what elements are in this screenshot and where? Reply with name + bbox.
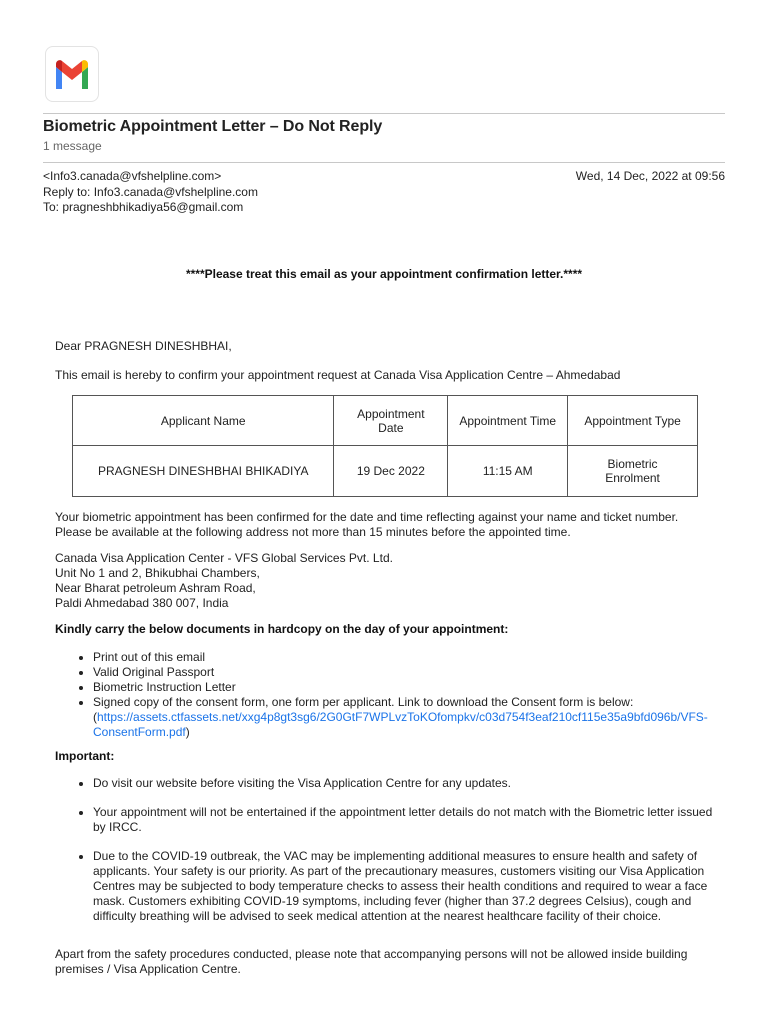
intro-text: This email is hereby to confirm your appointment request at Canada Visa Application Centre – Ahmedabad	[55, 368, 621, 382]
table-row	[73, 446, 698, 497]
list-item: • Your appointment will not be entertained if the appointment letter details do not match with the Biometric letter issued by IRCC.	[93, 805, 715, 835]
table-header-row	[73, 396, 698, 446]
consent-form-text: Signed copy of the consent form, one form per applicant. Link to download the Consent form is below:	[93, 695, 634, 709]
gmail-icon	[53, 59, 91, 89]
list-item: • Due to the COVID-19 outbreak, the VAC may be implementing additional measures to ensure health and safety of applicants. Your safety is our priority. As part of the precautionary measures, customers visiting our Visa Application Centres may be subjected to body temperature checks to assess their health conditions and required to wear a face mask. Customers exhibiting COVID-19 symptoms, including fever (higher than 37.2 degrees Celsius), cough and difficulty breathing will be advised to seek medical attention at the nearest healthcare facility of their choice.	[93, 849, 715, 924]
confirmation-notice: ****Please treat this email as your appointment confirmation letter.****	[185, 267, 583, 281]
list-item	[93, 695, 715, 740]
cell-appointment-type-text: Biometric Enrolment	[605, 457, 660, 485]
appointment-table	[72, 395, 698, 497]
cell-applicant-name: PRAGNESH DINESHBHAI BHIKADIYA	[73, 446, 334, 497]
list-item: • Print out of this email	[93, 650, 715, 665]
paren-open: (	[93, 710, 97, 724]
address-line-4: Paldi Ahmedabad 380 007, India	[55, 596, 229, 610]
important-list	[55, 776, 715, 938]
header-appointment-time: Appointment Time	[448, 396, 568, 446]
cell-appointment-time: 11:15 AM	[448, 446, 568, 497]
paren-close: )	[185, 725, 190, 739]
header-appointment-type: Appointment Type	[568, 396, 698, 446]
greeting: Dear PRAGNESH DINESHBHAI,	[55, 339, 232, 353]
documents-list	[55, 650, 715, 740]
documents-heading: Kindly carry the below documents in hardcopy on the day of your appointment:	[55, 622, 509, 636]
thread-divider	[43, 162, 725, 163]
sender-address: <Info3.canada@vfshelpline.com>	[43, 169, 222, 183]
address-line-1: Canada Visa Application Center - VFS Global Services Pvt. Ltd.	[55, 551, 393, 565]
message-count: 1 message	[43, 139, 102, 153]
header-divider	[43, 113, 725, 114]
recipient: To: pragneshbhikadiya56@gmail.com	[43, 200, 244, 214]
confirmation-paragraph: Your biometric appointment has been confirmed for the date and time reflecting against your name and ticket number. Please be available at the following address not more than 15 minutes before the appointed time.	[55, 510, 679, 539]
header-appointment-date-text: Appointment Date	[357, 406, 425, 435]
address-line-2: Unit No 1 and 2, Bhikubhai Chambers,	[55, 566, 260, 580]
address-line-3: Near Bharat petroleum Ashram Road,	[55, 581, 256, 595]
header-applicant-name: Applicant Name	[73, 396, 334, 446]
important-heading: Important:	[55, 749, 115, 763]
consent-form-link[interactable]: https://assets.ctfassets.net/xxg4p8gt3sg6/2G0GtF7WPLvzToKOfompkv/c03d754f3eaf210cf115e35a9bfd096b/VFS-ConsentForm.pdf	[93, 710, 708, 739]
list-item: • Valid Original Passport	[93, 665, 715, 680]
list-item: • Do visit our website before visiting the Visa Application Centre for any updates.	[93, 776, 715, 791]
email-date: Wed, 14 Dec, 2022 at 09:56	[575, 169, 725, 183]
list-item: • Biometric Instruction Letter	[93, 680, 715, 695]
gmail-logo	[45, 46, 99, 102]
header-appointment-date	[334, 396, 448, 446]
reply-to: Reply to: Info3.canada@vfshelpline.com	[43, 185, 258, 199]
cell-appointment-type	[568, 446, 698, 497]
email-subject: Biometric Appointment Letter – Do Not Reply	[43, 118, 383, 135]
vac-address	[55, 551, 715, 611]
closing-paragraph: Apart from the safety procedures conducted, please note that accompanying persons will not be allowed inside building premises / Visa Application Centre.	[55, 947, 688, 976]
cell-appointment-date: 19 Dec 2022	[334, 446, 448, 497]
